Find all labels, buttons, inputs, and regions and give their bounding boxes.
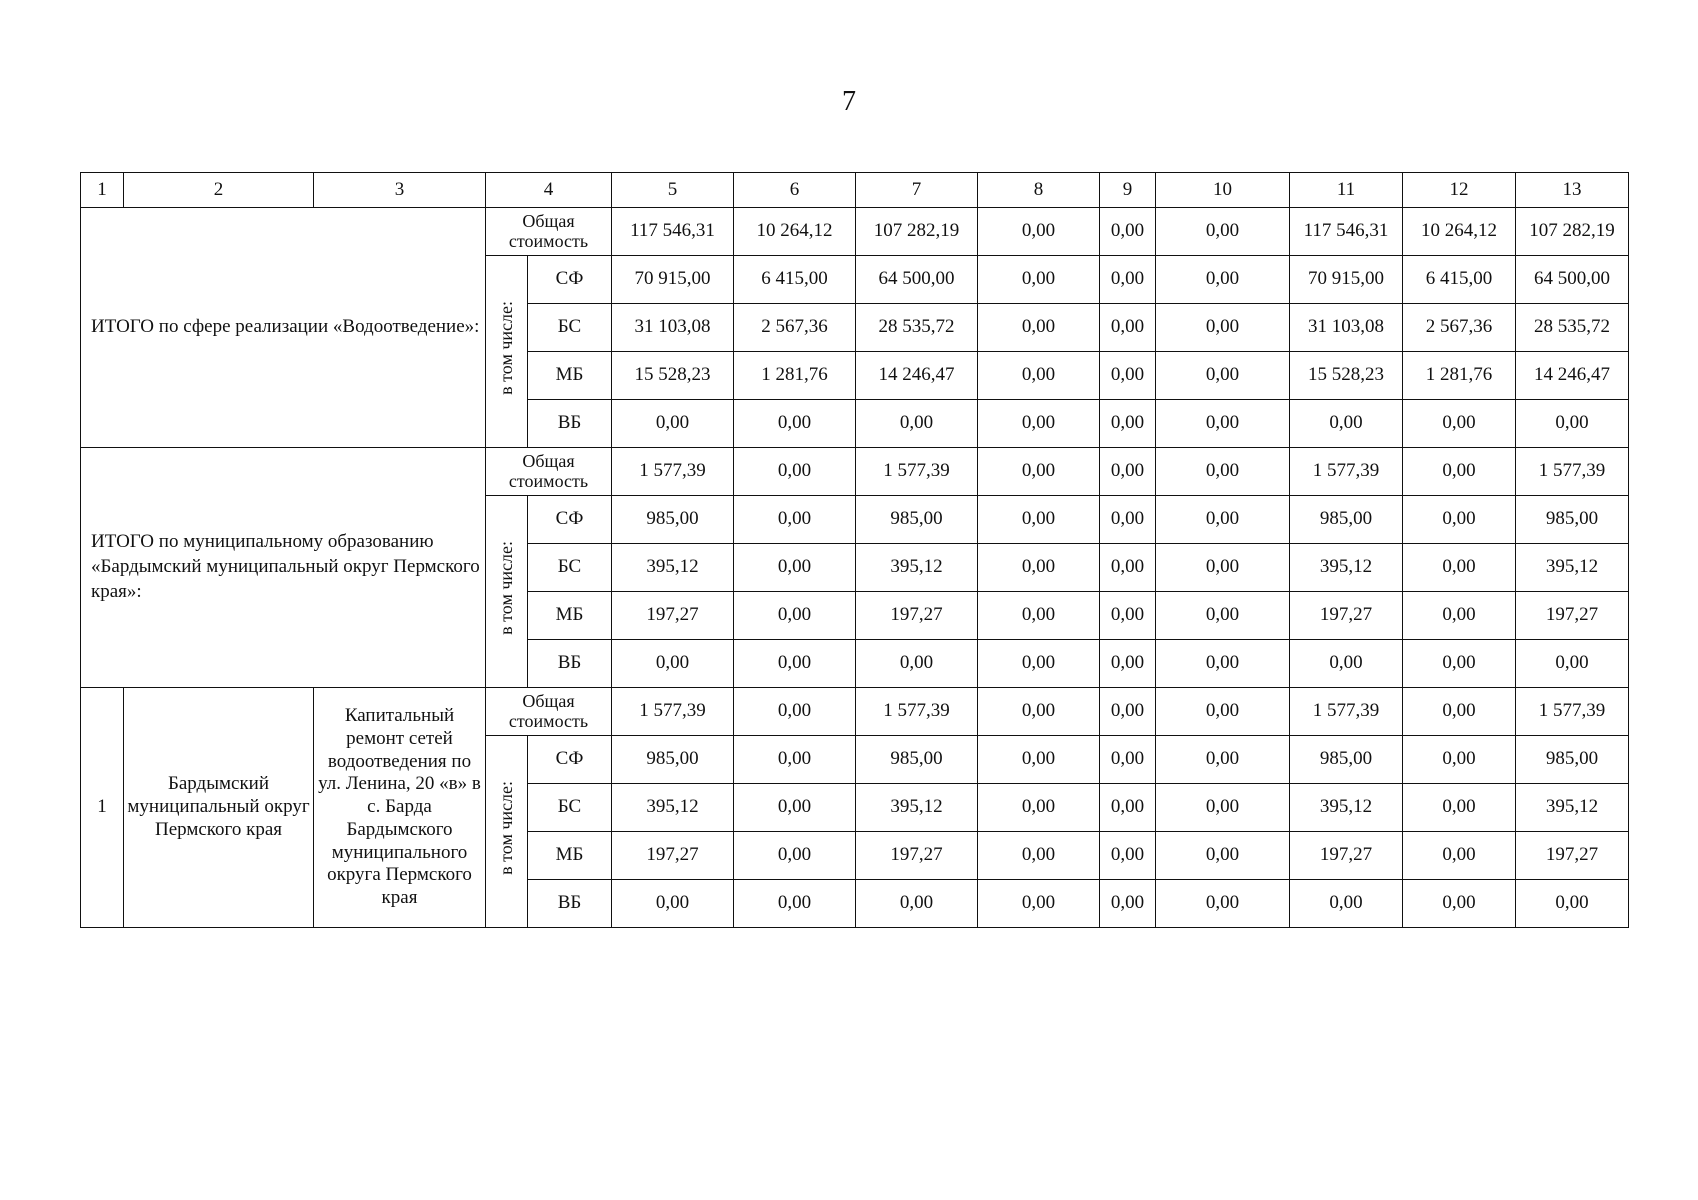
value-cell-col-5: 985,00 [612,736,734,784]
value-cell-col-13: 395,12 [1516,784,1629,832]
value-cell-col-10: 0,00 [1156,784,1290,832]
value-cell-col-9: 0,00 [1100,208,1156,256]
header-cell-3: 3 [314,173,486,208]
value-cell-col-12: 0,00 [1403,400,1516,448]
total-cost-label: Общая стоимость [486,208,612,256]
including-label [486,256,528,448]
value-cell-col-13: 395,12 [1516,544,1629,592]
municipality-name: Бардымский муниципальный округ Пермского края [124,688,314,928]
value-cell-col-7: 395,12 [856,784,978,832]
value-cell-col-10: 0,00 [1156,496,1290,544]
value-cell-col-12: 0,00 [1403,544,1516,592]
value-cell-col-11: 0,00 [1290,400,1403,448]
value-cell-col-6: 0,00 [734,400,856,448]
value-cell-col-9: 0,00 [1100,400,1156,448]
including-label [486,736,528,928]
value-cell-col-8: 0,00 [978,352,1100,400]
value-cell-col-10: 0,00 [1156,688,1290,736]
value-cell-col-9: 0,00 [1100,256,1156,304]
value-cell-col-9: 0,00 [1100,592,1156,640]
header-row [81,173,1629,208]
value-cell-col-7: 0,00 [856,400,978,448]
value-cell-col-6: 0,00 [734,448,856,496]
value-cell-col-8: 0,00 [978,880,1100,928]
value-cell-col-12: 0,00 [1403,496,1516,544]
value-cell-col-9: 0,00 [1100,304,1156,352]
value-cell-col-7: 1 577,39 [856,688,978,736]
including-text: в том числе: [495,541,516,636]
value-cell-col-13: 197,27 [1516,592,1629,640]
value-cell-col-8: 0,00 [978,496,1100,544]
funding-source-label: МБ [528,352,612,400]
value-cell-col-8: 0,00 [978,208,1100,256]
header-cell-13: 13 [1516,173,1629,208]
value-cell-col-7: 107 282,19 [856,208,978,256]
value-cell-col-7: 985,00 [856,736,978,784]
value-cell-col-10: 0,00 [1156,304,1290,352]
value-cell-col-5: 197,27 [612,832,734,880]
value-cell-col-11: 1 577,39 [1290,688,1403,736]
value-cell-col-12: 0,00 [1403,880,1516,928]
value-cell-col-13: 197,27 [1516,832,1629,880]
value-cell-col-9: 0,00 [1100,784,1156,832]
value-cell-col-7: 28 535,72 [856,304,978,352]
header-cell-5: 5 [612,173,734,208]
value-cell-col-12: 0,00 [1403,688,1516,736]
value-cell-col-6: 0,00 [734,544,856,592]
value-cell-col-11: 117 546,31 [1290,208,1403,256]
value-cell-col-10: 0,00 [1156,592,1290,640]
value-cell-col-13: 14 246,47 [1516,352,1629,400]
value-cell-col-11: 395,12 [1290,784,1403,832]
total-cost-label: Общая стоимость [486,688,612,736]
value-cell-col-8: 0,00 [978,688,1100,736]
value-cell-col-13: 0,00 [1516,640,1629,688]
including-text: в том числе: [495,781,516,876]
group-label: ИТОГО по муниципальному образованию «Бардымский муниципальный округ Пермского края»: [81,448,486,688]
header-cell-12: 12 [1403,173,1516,208]
value-cell-col-9: 0,00 [1100,448,1156,496]
value-cell-col-7: 0,00 [856,640,978,688]
value-cell-col-5: 0,00 [612,400,734,448]
funding-source-label: БС [528,544,612,592]
value-cell-col-11: 31 103,08 [1290,304,1403,352]
value-cell-col-12: 0,00 [1403,448,1516,496]
value-cell-col-6: 0,00 [734,784,856,832]
header-cell-1: 1 [81,173,124,208]
value-cell-col-10: 0,00 [1156,256,1290,304]
value-cell-col-7: 197,27 [856,832,978,880]
value-cell-col-11: 0,00 [1290,640,1403,688]
value-cell-col-5: 985,00 [612,496,734,544]
value-cell-col-11: 1 577,39 [1290,448,1403,496]
value-cell-col-10: 0,00 [1156,352,1290,400]
value-cell-col-11: 985,00 [1290,496,1403,544]
value-cell-col-8: 0,00 [978,256,1100,304]
including-text: в том числе: [495,301,516,396]
value-cell-col-13: 64 500,00 [1516,256,1629,304]
value-cell-col-5: 0,00 [612,640,734,688]
value-cell-col-10: 0,00 [1156,544,1290,592]
value-cell-col-12: 0,00 [1403,640,1516,688]
value-cell-col-8: 0,00 [978,304,1100,352]
value-cell-col-10: 0,00 [1156,832,1290,880]
value-cell-col-5: 0,00 [612,880,734,928]
value-cell-col-7: 1 577,39 [856,448,978,496]
value-cell-col-10: 0,00 [1156,736,1290,784]
value-cell-col-6: 10 264,12 [734,208,856,256]
value-cell-col-12: 10 264,12 [1403,208,1516,256]
value-cell-col-5: 117 546,31 [612,208,734,256]
value-cell-col-8: 0,00 [978,832,1100,880]
value-cell-col-13: 1 577,39 [1516,448,1629,496]
header-cell-7: 7 [856,173,978,208]
value-cell-col-10: 0,00 [1156,208,1290,256]
value-cell-col-10: 0,00 [1156,400,1290,448]
value-cell-col-9: 0,00 [1100,736,1156,784]
value-cell-col-9: 0,00 [1100,832,1156,880]
value-cell-col-5: 70 915,00 [612,256,734,304]
value-cell-col-11: 15 528,23 [1290,352,1403,400]
value-cell-col-5: 1 577,39 [612,688,734,736]
value-cell-col-6: 0,00 [734,688,856,736]
value-cell-col-11: 197,27 [1290,592,1403,640]
row-number: 1 [81,688,124,928]
funding-source-label: СФ [528,496,612,544]
value-cell-col-12: 6 415,00 [1403,256,1516,304]
value-cell-col-6: 0,00 [734,880,856,928]
value-cell-col-7: 197,27 [856,592,978,640]
value-cell-col-13: 28 535,72 [1516,304,1629,352]
value-cell-col-5: 395,12 [612,784,734,832]
value-cell-col-8: 0,00 [978,592,1100,640]
value-cell-col-12: 1 281,76 [1403,352,1516,400]
value-cell-col-11: 985,00 [1290,736,1403,784]
funding-source-label: МБ [528,592,612,640]
value-cell-col-8: 0,00 [978,544,1100,592]
table-row [81,208,1629,256]
header-cell-8: 8 [978,173,1100,208]
header-cell-11: 11 [1290,173,1403,208]
value-cell-col-9: 0,00 [1100,880,1156,928]
value-cell-col-9: 0,00 [1100,688,1156,736]
value-cell-col-6: 0,00 [734,592,856,640]
header-cell-10: 10 [1156,173,1290,208]
value-cell-col-12: 0,00 [1403,592,1516,640]
value-cell-col-9: 0,00 [1100,352,1156,400]
header-cell-4: 4 [486,173,612,208]
value-cell-col-10: 0,00 [1156,640,1290,688]
table-row [81,448,1629,496]
value-cell-col-11: 0,00 [1290,880,1403,928]
value-cell-col-7: 985,00 [856,496,978,544]
value-cell-col-5: 31 103,08 [612,304,734,352]
value-cell-col-10: 0,00 [1156,880,1290,928]
funding-source-label: БС [528,304,612,352]
value-cell-col-13: 985,00 [1516,496,1629,544]
value-cell-col-8: 0,00 [978,448,1100,496]
total-cost-label: Общая стоимость [486,448,612,496]
value-cell-col-6: 6 415,00 [734,256,856,304]
value-cell-col-12: 0,00 [1403,736,1516,784]
value-cell-col-8: 0,00 [978,640,1100,688]
header-cell-6: 6 [734,173,856,208]
value-cell-col-12: 0,00 [1403,832,1516,880]
including-label [486,496,528,688]
value-cell-col-5: 395,12 [612,544,734,592]
value-cell-col-7: 395,12 [856,544,978,592]
value-cell-col-6: 2 567,36 [734,304,856,352]
value-cell-col-9: 0,00 [1100,496,1156,544]
value-cell-col-5: 1 577,39 [612,448,734,496]
budget-table [80,172,1629,928]
value-cell-col-11: 197,27 [1290,832,1403,880]
group-label: ИТОГО по сфере реализации «Водоотведение»: [81,208,486,448]
value-cell-col-5: 197,27 [612,592,734,640]
value-cell-col-5: 15 528,23 [612,352,734,400]
value-cell-col-7: 14 246,47 [856,352,978,400]
value-cell-col-13: 1 577,39 [1516,688,1629,736]
funding-source-label: БС [528,784,612,832]
header-cell-2: 2 [124,173,314,208]
value-cell-col-6: 0,00 [734,736,856,784]
value-cell-col-9: 0,00 [1100,544,1156,592]
value-cell-col-8: 0,00 [978,736,1100,784]
value-cell-col-6: 0,00 [734,640,856,688]
funding-source-label: МБ [528,832,612,880]
value-cell-col-11: 395,12 [1290,544,1403,592]
value-cell-col-7: 0,00 [856,880,978,928]
value-cell-col-10: 0,00 [1156,448,1290,496]
value-cell-col-13: 0,00 [1516,880,1629,928]
funding-source-label: ВБ [528,880,612,928]
value-cell-col-9: 0,00 [1100,640,1156,688]
value-cell-col-13: 985,00 [1516,736,1629,784]
value-cell-col-12: 0,00 [1403,784,1516,832]
value-cell-col-11: 70 915,00 [1290,256,1403,304]
page-number: 7 [842,86,856,117]
value-cell-col-7: 64 500,00 [856,256,978,304]
table-row [81,688,1629,736]
value-cell-col-8: 0,00 [978,400,1100,448]
object-description: Капитальный ремонт сетей водоотведения по ул. Ленина, 20 «в» в с. Барда Бардымского муниципального округа Пермского края [314,688,486,928]
funding-source-label: СФ [528,736,612,784]
value-cell-col-13: 0,00 [1516,400,1629,448]
value-cell-col-6: 0,00 [734,496,856,544]
funding-source-label: ВБ [528,400,612,448]
value-cell-col-12: 2 567,36 [1403,304,1516,352]
funding-source-label: СФ [528,256,612,304]
funding-source-label: ВБ [528,640,612,688]
value-cell-col-8: 0,00 [978,784,1100,832]
value-cell-col-6: 1 281,76 [734,352,856,400]
value-cell-col-6: 0,00 [734,832,856,880]
header-cell-9: 9 [1100,173,1156,208]
value-cell-col-13: 107 282,19 [1516,208,1629,256]
